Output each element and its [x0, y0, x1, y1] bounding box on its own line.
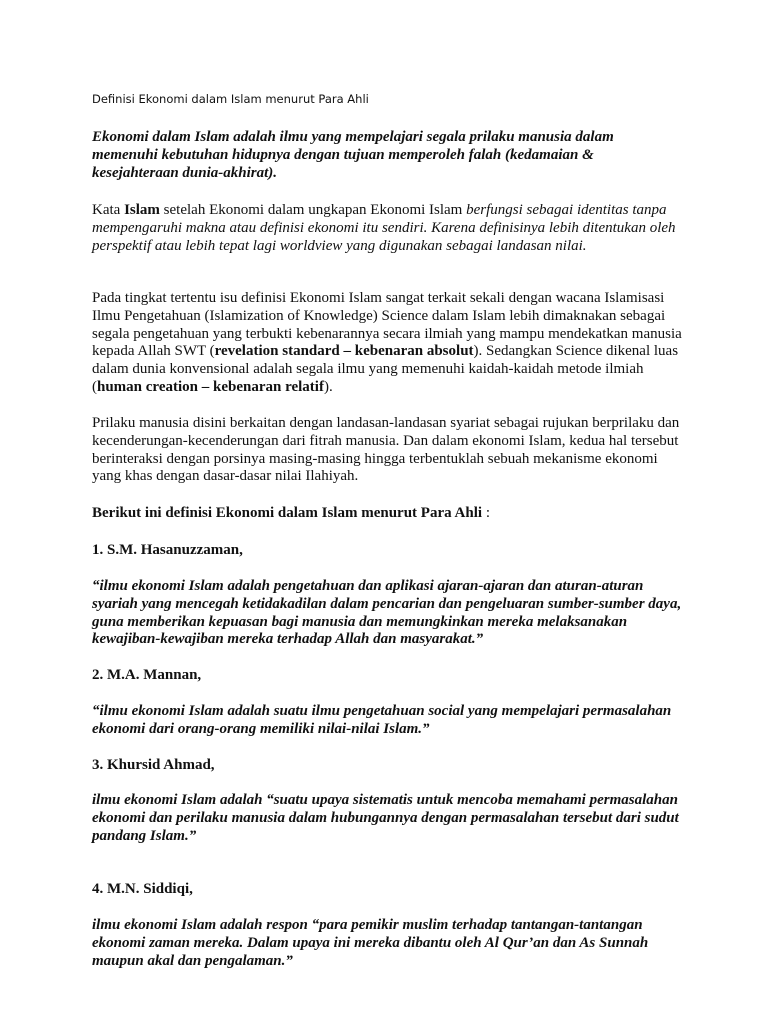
- p2-revelation-term: revelation standard – kebenaran absolut: [214, 343, 474, 360]
- p2-text-c: ). Sedangkan Science dikenal luas dalam dunia konvensional adalah segala ilmu yang memenuhi kaidah-kaidah metode ilmiah (: [92, 343, 679, 395]
- experts-intro-suffix: :: [482, 505, 490, 521]
- definition-paragraph: Ekonomi dalam Islam adalah ilmu yang mempelajari segala prilaku manusia dalam memenuhi kebutuhan hidupnya dengan tujuan memperoleh falah (kedamaian & kesejahteraan dunia-akhirat).: [92, 129, 614, 181]
- expert-heading: 2. M.A. Mannan,: [92, 667, 202, 683]
- islamization-paragraph: [92, 290, 682, 397]
- p2-text-a: Pada tingkat tertentu isu definisi Ekonomi Islam sangat terkait sekali dengan wacana Islamisasi Ilmu Pengetahuan (Islamization of Knowledge) Science dalam Islam lebih dimaknakan sebagai segala pengetahuan yang terbukti kebenarannya secara ilmiah yang mampu mendekatkan manusia kepada Allah SWT (: [92, 290, 682, 360]
- expert-heading: 3. Khursid Ahmad,: [92, 757, 215, 773]
- expert-heading: 1. S.M. Hasanuzzaman,: [92, 542, 243, 558]
- p1-text-a: Kata: [92, 202, 125, 218]
- expert-quote: ilmu ekonomi Islam adalah “suatu upaya sistematis untuk mencoba memahami permasalahan ekonomi dan perilaku manusia dalam hubungannya dengan permasalahan tersebut dari sudut pandang Islam.”: [92, 792, 679, 844]
- experts-intro-text: Berikut ini definisi Ekonomi dalam Islam menurut Para Ahli: [92, 505, 483, 521]
- expert-quote: ilmu ekonomi Islam adalah respon “para pemikir muslim terhadap tantangan-tantangan ekonomi zaman mereka. Dalam upaya ini mereka dibantu oleh Al Qur’an dan As Sunnah maupun akal dan pengalaman.”: [92, 917, 649, 969]
- p2-human-creation-term: human creation – kebenaran relatif: [97, 378, 324, 395]
- p1-text-c: setelah Ekonomi dalam ungkapan Ekonomi Islam: [159, 202, 467, 218]
- expert-quote: “ilmu ekonomi Islam adalah pengetahuan dan aplikasi ajaran-ajaran dan aturan-aturan syariah yang mencegah ketidakadilan dalam pencarian dan pengeluaran sumber-sumber daya, guna memberikan kepuasan bagi manusia dan memungkinkan mereka melaksanakan kewajiban-kewajiban mereka terhadap Allah dan masyarakat.”: [92, 578, 682, 648]
- islam-identity-paragraph: [92, 202, 682, 255]
- p1-islam-term: Islam: [124, 202, 160, 218]
- p1-italic-text: berfungsi sebagai identitas tanpa mempengaruhi makna atau definisi ekonomi itu sendiri. Karena definisinya lebih ditentukan oleh perspektif atau lebih tepat lagi worldview yang digunakan sebagai landasan nilai.: [92, 202, 676, 254]
- experts-intro: [92, 505, 682, 523]
- document-title: Definisi Ekonomi dalam Islam menurut Para Ahli: [92, 92, 369, 106]
- p2-text-e: ).: [323, 378, 333, 395]
- expert-heading: 4. M.N. Siddiqi,: [92, 881, 193, 897]
- expert-quote: “ilmu ekonomi Islam adalah suatu ilmu pengetahuan social yang mempelajari permasalahan ekonomi dari orang-orang memiliki nilai-nilai Islam.”: [92, 703, 672, 737]
- behavior-paragraph: Prilaku manusia disini berkaitan dengan landasan-landasan syariat sebagai rujukan berprilaku dan kecenderungan-kecenderungan dari fitrah manusia. Dan dalam ekonomi Islam, kedua hal tersebut berinteraksi dengan porsinya masing-masing hingga terbentuklah sebuah mekanisme ekonomi yang khas dengan dasar-dasar nilai Ilahiyah.: [92, 415, 680, 485]
